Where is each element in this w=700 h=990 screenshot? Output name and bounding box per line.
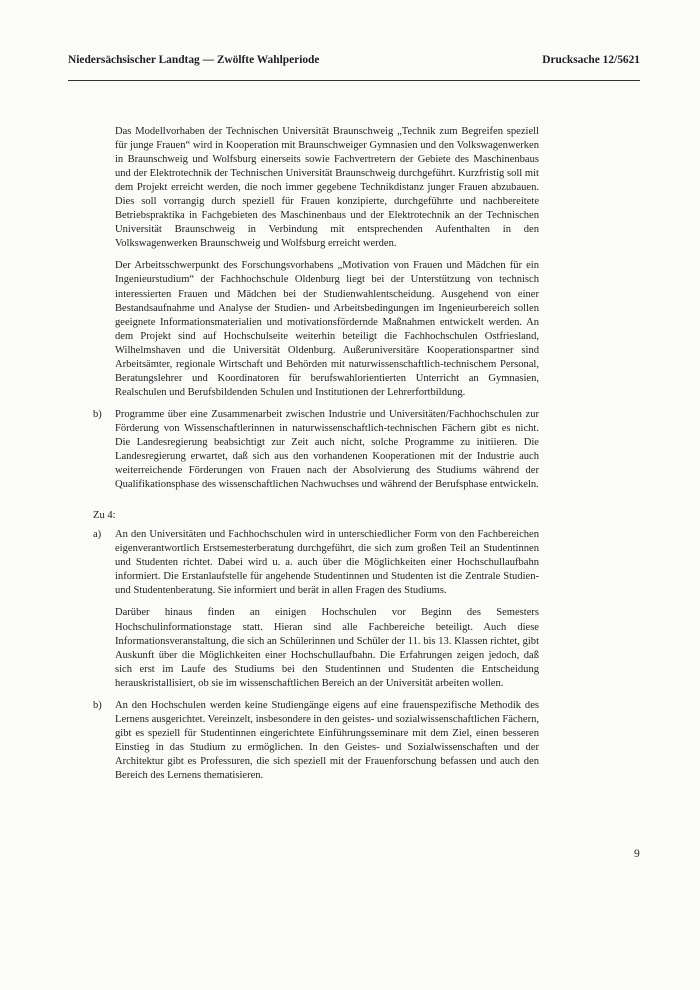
section-heading-zu-4: Zu 4: (93, 510, 116, 522)
paragraph-oldenburg: Der Arbeitsschwerpunkt des Forschungsvorhabens „Motivation von Frauen und Mädchen für ein Ingenieurstudium“ der Fachhochschule Oldenburg liegt bei der Unterstützung von technisch interessierten Frauen und Mädchen bei der Studienwahlentscheidung. Ausgehend von einer Bestandsaufnahme und Analyse der Studien- und Arbeitsbedingungen im Ingenieurbereich sollen geeignete Informationsmaterialien und motivationsfördernde Maßnahmen entwickelt werden. An dem Projekt sind auf Hochschulseite weiterhin beteiligt die Fachhochschulen Ostfriesland, Wilhelmshaven und die Universität Oldenburg. Außeruniversitäre Kooperationspartner sind Arbeitsämter, regionale Wirtschaft und Behörden mit naturwissenschaftlich-technischem Personal, Beratungslehrer und Koordinatoren für berufswahlorientierten Unterricht an Gymnasien, Realschulen und Berufsbildenden Schulen und Institutionen der Lehrerfortbildung. (115, 260, 539, 398)
list-label: a) (93, 529, 102, 541)
document-number: Drucksache 12/5621 (542, 54, 640, 66)
list-item-text: An den Universitäten und Fachhochschulen wird in unterschiedlicher Form von den Fachbereichen eigenverantwortlich Erstsemesterberatung durchgeführt, die sich zum großen Teil an Studentinnen und Studenten richtet. Dabei wird u. a. auch über die Möglichkeiten einer Hochschullaufbahn informiert. Die Erstanlaufstelle für angehende Studentinnen und Studenten ist die Zentrale Studien- und Studentenberatung. Sie informiert und berät in allen Fragen des Studiums. (115, 529, 539, 597)
header-title: Niedersächsischer Landtag — Zwölfte Wahlperiode (68, 54, 320, 66)
list-item-b-2 (93, 699, 539, 783)
paragraph-braunschweig: Das Modellvorhaben der Technischen Universität Braunschweig „Technik zum Begreifen speziell für junge Frauen“ wird in Kooperation mit Braunschweiger Gymnasien und den Volkswagenwerken in Braunschweig und Wolfsburg einerseits sowie Fachvertretern der Gebiete des Maschinenbaus und der Elektrotechnik der Technischen Universität Braunschweig durchgeführt. Kurzfristig soll mit dem Projekt erreicht werden, die noch immer gegebene Technikdistanz junger Frauen abzubauen. Dies soll vorrangig durch speziell für Frauen konzipierte, durchgeführte und nachbereitete Betriebspraktika in Fachgebieten des Maschinenbaus und der Elektrotechnik an der Technischen Universität Braunschweig in Verbindung mit entsprechenden Aufenthalten in den Volkswagenwerken Braunschweig und Wolfsburg erreicht werden. (115, 126, 539, 250)
header-rule (68, 80, 640, 81)
page-number: 9 (634, 848, 640, 860)
list-item-text: Programme über eine Zusammenarbeit zwischen Industrie und Universitäten/Fachhochschulen zur Förderung von Wissenschaftlerinnen in naturwissenschaftlich-technischen Fächern gibt es nicht. Die Landesregierung beabsichtigt zur Zeit auch nicht, solche Programme zu initiieren. Die Landesregierung erwartet, daß sich aus den vorhandenen Kooperationen mit der Industrie auch weiterreichende Förderungen von Frauen nach der Absolvierung des Studiums während der Qualifikationsphase des wissenschaftlichen Nachwuchses und während der Berufsphase entwickeln. (115, 408, 539, 491)
list-item-text-continued: Darüber hinaus finden an einigen Hochschulen vor Beginn des Semesters Hochschulinformationstage statt. Hieran sind alle Fachbereiche beteiligt. Auch diese Informationsveranstaltung, die sich an Schülerinnen und Schüler der 11. bis 13. Klassen richtet, gibt Auskunft über die Möglichkeiten einer Hochschullaufbahn. Die Erfahrungen zeigen jedoch, daß sich erst im Laufe des Studiums bei den Studentinnen und Studenten die Entscheidung herauskristallisiert, ob sie im wissenschaftlichen Bereich an der Universität arbeiten wollen. (115, 607, 539, 689)
list-item-a (93, 528, 539, 691)
list-label: b) (93, 408, 102, 420)
list-item-b (93, 408, 539, 492)
list-item-text: An den Hochschulen werden keine Studiengänge eigens auf eine frauenspezifische Methodik des Lernens ausgerichtet. Vereinzelt, insbesondere in den geistes- und sozialwissenschaftlichen Fächern, gibt es speziell für Studentinnen eingerichtete Einführungsseminare mit dem Ziel, einen besseren Einstieg in das Studium zu ermöglichen. In den Geistes- und Sozialwissenschaften und der Architektur gibt es Professuren, die sich speziell mit der Frauenforschung befassen und auch den Bereich des Lernens thematisieren. (115, 699, 539, 781)
list-label: b) (93, 699, 102, 711)
document-body (93, 125, 539, 791)
